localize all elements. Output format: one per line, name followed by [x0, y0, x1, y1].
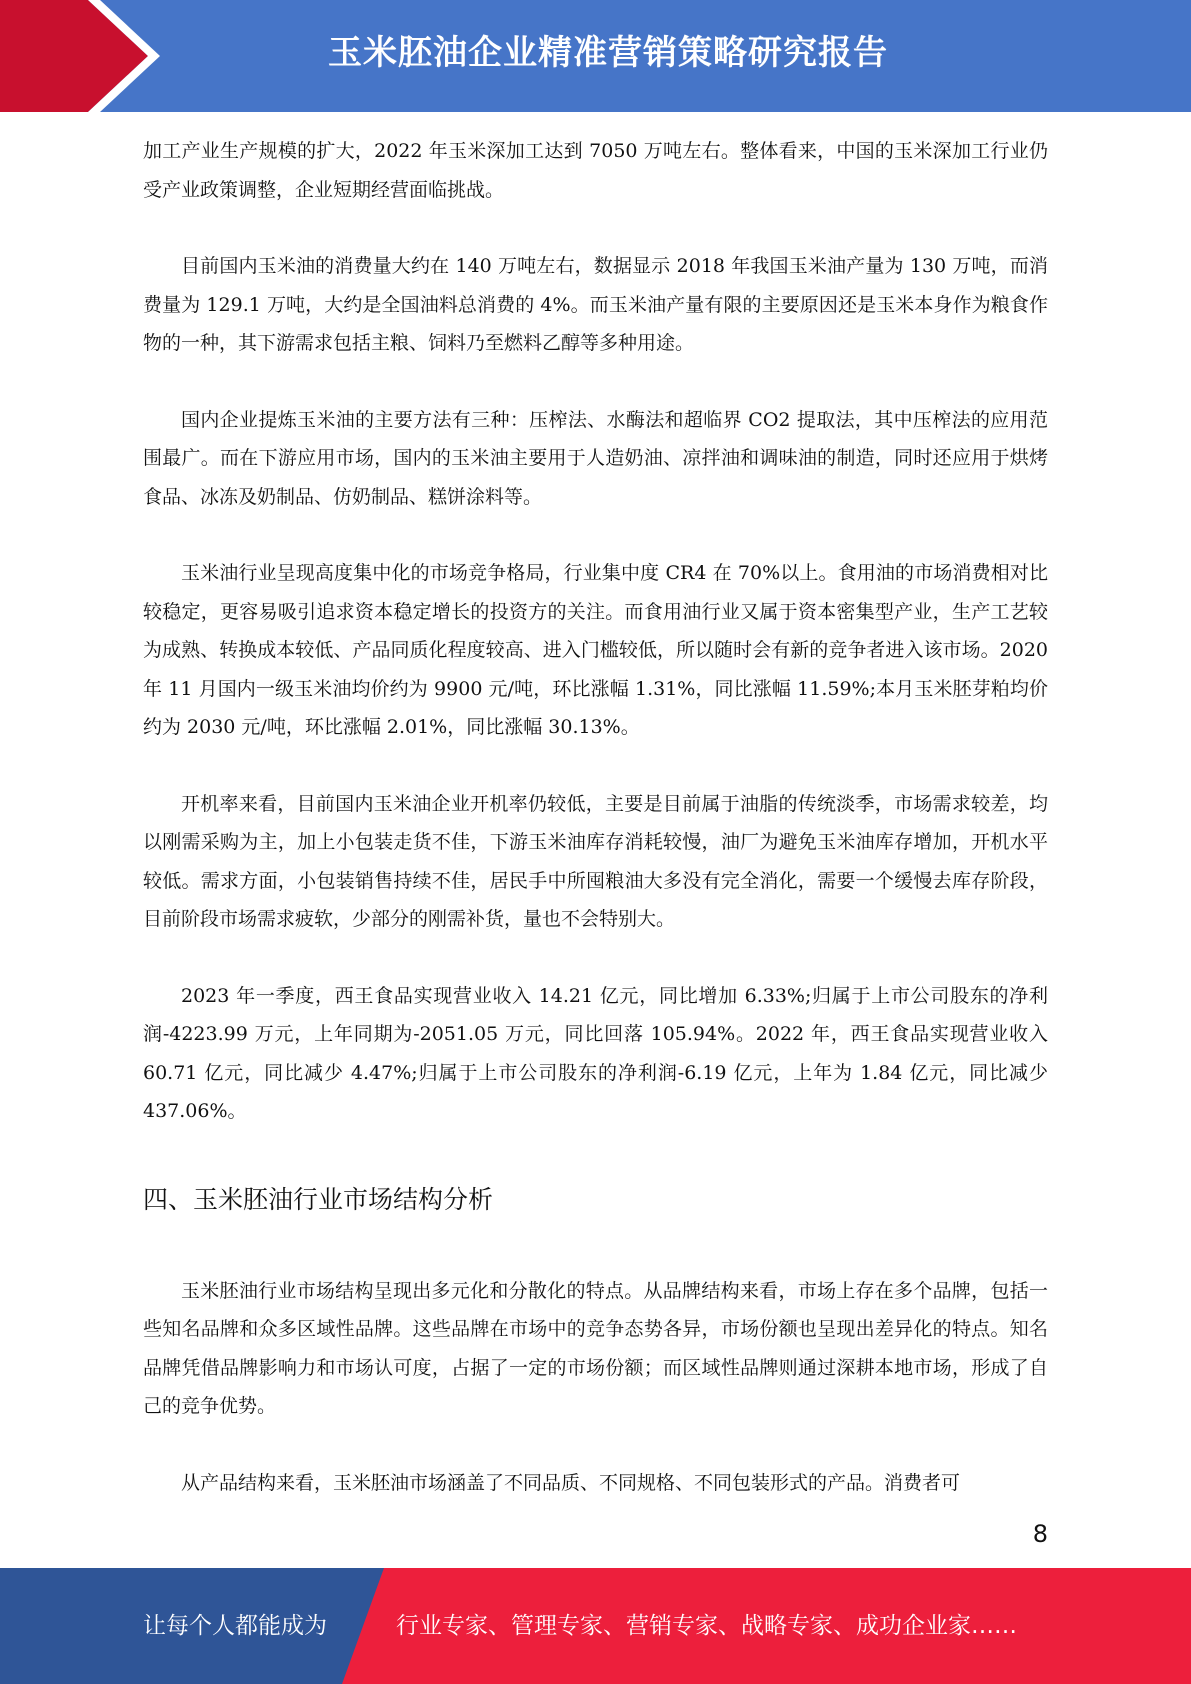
paragraph-market-structure: 玉米胚油行业市场结构呈现出多元化和分散化的特点。从品牌结构来看，市场上存在多个品牌，包括一些知名品牌和众多区域性品牌。这些品牌在市场中的竞争态势各异，市场份额也呈现出差异化的特点。知名品牌凭借品牌影响力和市场认可度，占据了一定的市场份额；而区域性品牌则通过深耕本地市场，形成了自己的竞争优势。: [143, 1279, 1048, 1417]
page-footer: [0, 1568, 1191, 1684]
paragraph-product-structure: 从产品结构来看，玉米胚油市场涵盖了不同品质、不同规格、不同包装形式的产品。消费者可: [181, 1471, 961, 1494]
section-heading: 四、玉米胚油行业市场结构分析: [143, 1184, 494, 1214]
page-header: [0, 0, 1191, 112]
paragraph-company-results: 2023 年一季度，西王食品实现营业收入 14.21 亿元，同比增加 6.33%;归属于上市公司股东的净利润-4223.99 万元，上年同期为-2051.05 万元，同比回落 105.94%。2022 年，西王食品实现营业收入 60.71 亿元，同比减少 4.47%;归属于上市公司股东的净利润-6.19 亿元，上年为 1.84 亿元，同比减少 437.06%。: [143, 984, 1048, 1122]
paragraph-consumption: 目前国内玉米油的消费量大约在 140 万吨左右，数据显示 2018 年我国玉米油产量为 130 万吨，而消费量为 129.1 万吨，大约是全国油料总消费的 4%。而玉米油产量有限的主要原因还是玉米本身作为粮食作物的一种，其下游需求包括主粮、饲料乃至燃料乙醇等多种用途。: [143, 255, 1048, 354]
footer-slogan-right: 行业专家、管理专家、营销专家、战略专家、成功企业家……: [396, 1613, 1017, 1639]
footer-slogan-left: 让每个人都能成为: [143, 1613, 327, 1639]
paragraph-methods: 国内企业提炼玉米油的主要方法有三种：压榨法、水酶法和超临界 CO2 提取法，其中压榨法的应用范围最广。而在下游应用市场，国内的玉米油主要用于人造奶油、凉拌油和调味油的制造，同时还应用于烘烤食品、冰冻及奶制品、仿奶制品、糕饼涂料等。: [143, 408, 1048, 508]
document-title: 玉米胚油企业精准营销策略研究报告: [328, 33, 888, 73]
page-number: 8: [1032, 1520, 1048, 1548]
paragraph-continued: 加工产业生产规模的扩大，2022 年玉米深加工达到 7050 万吨左右。整体看来，中国的玉米深加工行业仍受产业政策调整，企业短期经营面临挑战。: [143, 140, 1048, 201]
paragraph-competition: 玉米油行业呈现高度集中化的市场竞争格局，行业集中度 CR4 在 70%以上。食用油的市场消费相对比较稳定，更容易吸引追求资本稳定增长的投资方的关注。而食用油行业又属于资本密集型产业，生产工艺较为成熟、转换成本较低、产品同质化程度较高、进入门槛较低，所以随时会有新的竞争者进入该市场。2020 年 11 月国内一级玉米油均价约为 9900 元/吨，环比涨幅 1.31%，同比涨幅 11.59%;本月玉米胚芽粕均价约为 2030 元/吨，环比涨幅 2.01%，同比涨幅 30.13%。: [143, 562, 1048, 738]
page-body: [143, 132, 1048, 1502]
paragraph-operating-rate: 开机率来看，目前国内玉米油企业开机率仍较低，主要是目前属于油脂的传统淡季，市场需求较差，均以刚需采购为主，加上小包装走货不佳，下游玉米油库存消耗较慢，油厂为避免玉米油库存增加，开机水平较低。需求方面，小包装销售持续不佳，居民手中所囤粮油大多没有完全消化，需要一个缓慢去库存阶段，目前阶段市场需求疲软，少部分的刚需补货，量也不会特别大。: [143, 792, 1048, 930]
